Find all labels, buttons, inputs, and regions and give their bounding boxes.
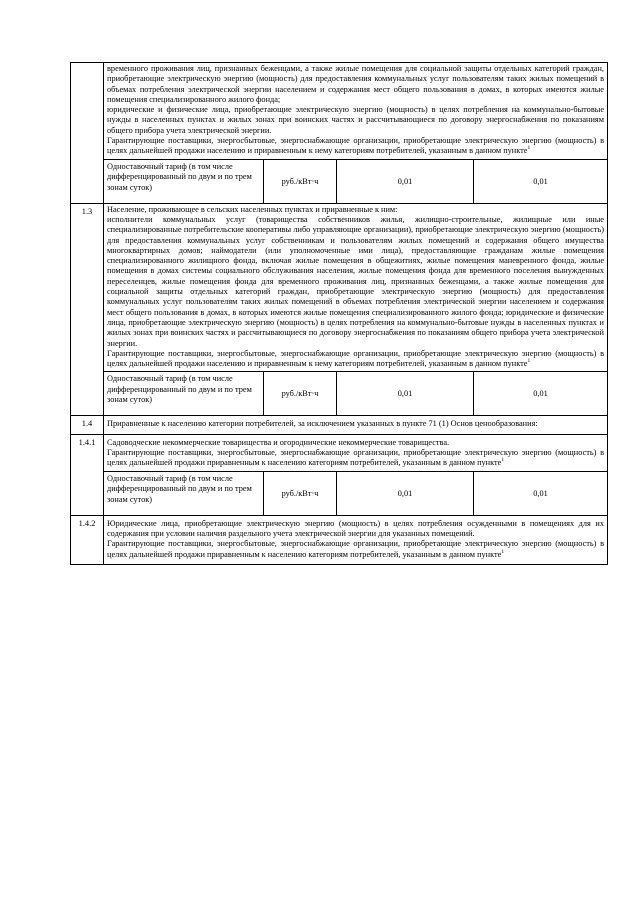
row-content [104, 416, 607, 433]
supplier-paragraph: Гарантирующие поставщики, энергосбытовые, энергоснабжающие организации, приобретающие электрическую энергию (мощность) в целях дальнейшей продажи населению и приравненным к нему категориям потребителей, указанным в данном пункте$^1$ [107, 348, 604, 369]
description-paragraph: Садоводческие некоммерческие товарищества и огороднические некоммерческие товарищества. [107, 437, 450, 447]
row-description [104, 435, 607, 471]
row-description [104, 204, 607, 372]
table-row [70, 204, 608, 417]
description-paragraph: юридические и физические лица, приобретающие электрическую энергию (мощность) в целях потребления на коммунально-бытовые нужды в населенных пунктах и жилых зонах при воинских частях и рассчитывающиеся по договору энергоснабжения по показаниям общего прибора учета электрической энергии. [107, 105, 604, 135]
row-number: 1.4 [71, 416, 104, 433]
footnote-ref: 1 [527, 358, 531, 365]
row-content [104, 63, 607, 203]
footnote-ref: 1 [501, 548, 505, 555]
supplier-paragraph: Гарантирующие поставщики, энергосбытовые, энергоснабжающие организации, приобретающие электрическую энергию (мощность) в целях дальнейшей продажи приравненным к населению категориям потребителей, указанным в данном пункте$^1$ [107, 448, 604, 468]
table-row [70, 435, 608, 516]
tariff-line [104, 471, 607, 515]
row-number: 1.3 [71, 204, 104, 416]
tariff-value-1: 0,01 [337, 372, 474, 415]
row-number: 1.4.1 [71, 435, 104, 515]
row-content [104, 435, 607, 515]
row-number [71, 63, 104, 203]
tariff-table [70, 62, 608, 565]
supplier-paragraph: Гарантирующие поставщики, энергосбытовые, энергоснабжающие организации, приобретающие электрическую энергию (мощность) в целях дальнейшей продажи приравненным к населению категориям потребителей, указанным в данном пункте$^1$ [107, 539, 604, 559]
tariff-value-1: 0,01 [337, 160, 474, 203]
tariff-label: Одноставочный тариф (в том числе дифференцированный по двум и по трем зонам суток) [104, 160, 264, 203]
tariff-value-2: 0,01 [533, 389, 548, 399]
row-content [104, 204, 607, 416]
tariff-label: Одноставочный тариф (в том числе дифференцированный по двум и по трем зонам суток) [104, 372, 264, 415]
row-description [104, 516, 607, 564]
table-row [70, 516, 608, 565]
tariff-value-1: 0,01 [337, 472, 474, 515]
description-paragraph: Население, проживающее в сельских населенных пунктах и приравненные к ним: [107, 204, 398, 214]
supplier-paragraph: Гарантирующие поставщики, энергосбытовые, энергоснабжающие организации, приобретающие электрическую энергию (мощность) в целях дальнейшей продажи населению и приравненным к нему категориям потребителей, указанным в данном пункте$^1$ [107, 136, 604, 156]
description-paragraph: Приравненные к населению категории потребителей, за исключением указанных в пункте 71 (1) Основ ценообразования: [107, 419, 538, 429]
description-paragraph: исполнители коммунальных услуг (товарищества собственников жилья, жилищно-строительные, жилищные или иные специализированные потребительские кооперативы либо управляющие организации), приобретающие электрическую энергию (мощность) для предоставления коммунальных услуг собственникам и пользователям жилых помещений и содержания общего имущества многоквартирных домов; наймодатели (или уполномоченные ими лица), предоставляющие гражданам жилые помещения специализированного жилищного фонда, включая жилые помещения в общежитиях, жилые помещения маневренного фонда, жилые помещения в домах системы социального обслуживания населения, жилые помещения фонда для временного поселения вынужденных переселенцев, жилые помещения фонда для временного проживания лиц, признанных беженцами, а также жилые помещения для социальной защиты отдельных категорий граждан, приобретающие электрическую энергию (мощность) для предоставления коммунальных услуг пользователям таких жилых помещений в объемах потребления электрической энергии населением и содержания мест общего пользования в домах, в которых имеются жилые помещения специализированного жилого фонда; юридические и физические лица, приобретающие электрическую энергию (мощность) в целях потребления на коммунально-бытовые нужды в населенных пунктах и жилых зонах при воинских частях и рассчитывающиеся по договору энергоснабжения по показаниям общего прибора учета электрической энергии. [107, 214, 604, 348]
table-row [70, 62, 608, 204]
description-paragraph: Юридические лица, приобретающие электрическую энергию (мощность) в целях потребления осужденными в помещениях для их содержания при условии наличия раздельного учета электрической энергии для указанных помещений. [107, 518, 604, 538]
row-content [104, 516, 607, 564]
footnote-ref: 1 [527, 145, 531, 152]
tariff-value-2: 0,01 [533, 176, 548, 186]
row-description [104, 416, 607, 433]
tariff-line [104, 159, 607, 203]
tariff-value-2: 0,01 [533, 488, 548, 498]
description-paragraph: временного проживания лиц, признанных беженцами, а также жилые помещения для социальной защиты отдельных категорий граждан, приобретающие электрическую энергию (мощность) для предоставления коммунальных услуг пользователям таких жилых помещений в объемах потребления электрической энергии населением и содержания мест общего пользования в домах, в которых имеются жилые помещения специализированного жилого фонда; [107, 64, 604, 104]
tariff-line [104, 371, 607, 415]
table-row [70, 416, 608, 434]
tariff-unit: руб./кВт·ч [264, 472, 337, 515]
tariff-unit: руб./кВт·ч [264, 372, 337, 415]
row-description [104, 63, 607, 159]
row-number: 1.4.2 [71, 516, 104, 564]
tariff-label: Одноставочный тариф (в том числе дифференцированный по двум и по трем зонам суток) [104, 472, 264, 515]
tariff-unit: руб./кВт·ч [264, 160, 337, 203]
footnote-ref: 1 [501, 457, 505, 464]
